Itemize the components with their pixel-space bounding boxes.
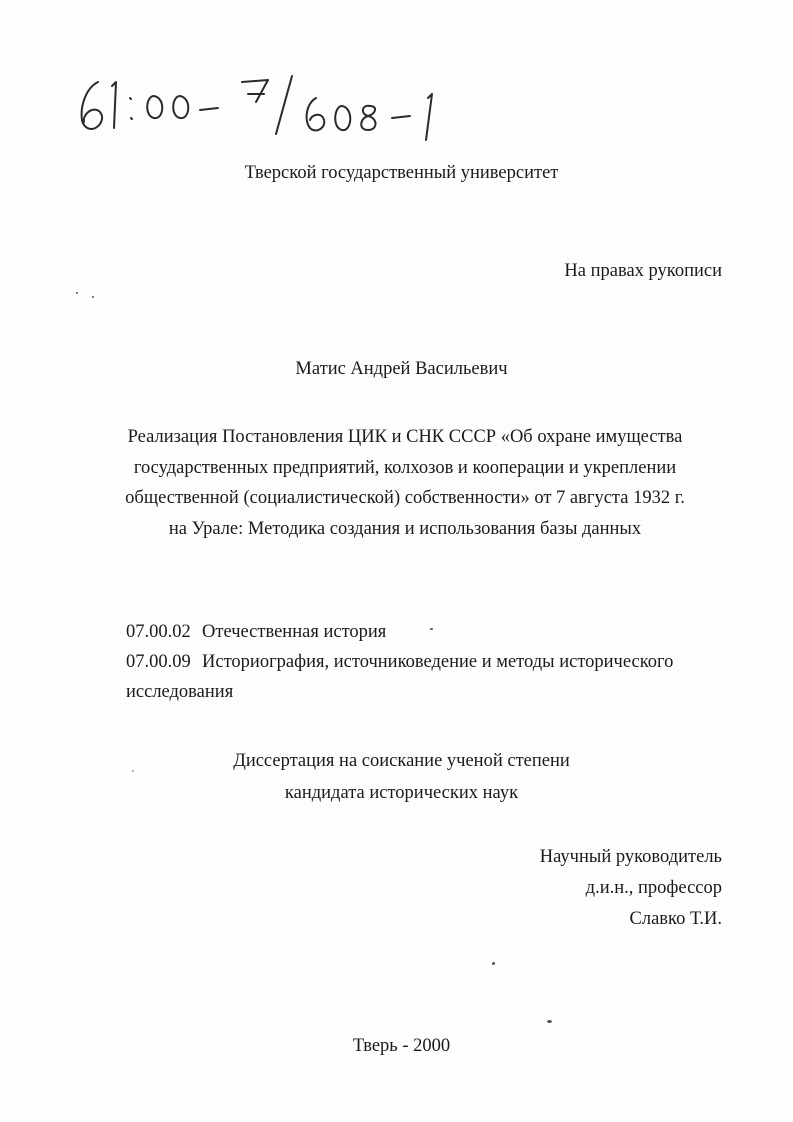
dissertation-title [60, 422, 750, 544]
university-name: Тверской государственный университет [244, 163, 559, 183]
specialty-name: Отечественная история [202, 622, 387, 642]
specialty-name-continuation: исследования [126, 682, 234, 702]
title-line: Реализация Постановления ЦИК и СНК СССР «Об охране имущества [127, 427, 683, 447]
title-line: государственных предприятий, колхозов и кооперации и укреплении [133, 457, 677, 478]
supervisor-role: Научный руководитель [539, 847, 722, 867]
place-and-year: Тверь - 2000 [352, 1036, 451, 1056]
handwritten-shelfmark [72, 68, 452, 148]
title-line: на Урале: Методика создания и использования базы данных [168, 518, 642, 539]
specialty-row [126, 647, 673, 677]
degree-statement [0, 745, 793, 809]
specialty-codes [126, 617, 673, 707]
scan-speck [430, 628, 433, 630]
scan-speck [92, 296, 94, 298]
scan-speck [547, 1020, 552, 1023]
specialty-row [126, 617, 673, 647]
author-name: Матис Андрей Васильевич [295, 359, 508, 379]
specialty-code: 07.00.09 [126, 652, 191, 672]
title-line: общественной (социалистической) собственности» от 7 августа 1932 г. [125, 488, 685, 508]
supervisor-rank: д.и.н., профессор [585, 878, 722, 898]
degree-line: Диссертация на соискание ученой степени [233, 751, 570, 771]
scan-speck [76, 292, 78, 294]
scan-speck [492, 962, 495, 965]
supervisor-block [540, 842, 722, 935]
specialty-code: 07.00.02 [126, 622, 191, 642]
manuscript-rights-note: На правах рукописи [564, 261, 722, 281]
supervisor-name: Славко Т.И. [629, 909, 722, 929]
specialty-name: Историография, источниковедение и методы исторического [202, 652, 674, 672]
scan-speck [132, 770, 134, 772]
degree-line: кандидата исторических наук [284, 783, 519, 803]
